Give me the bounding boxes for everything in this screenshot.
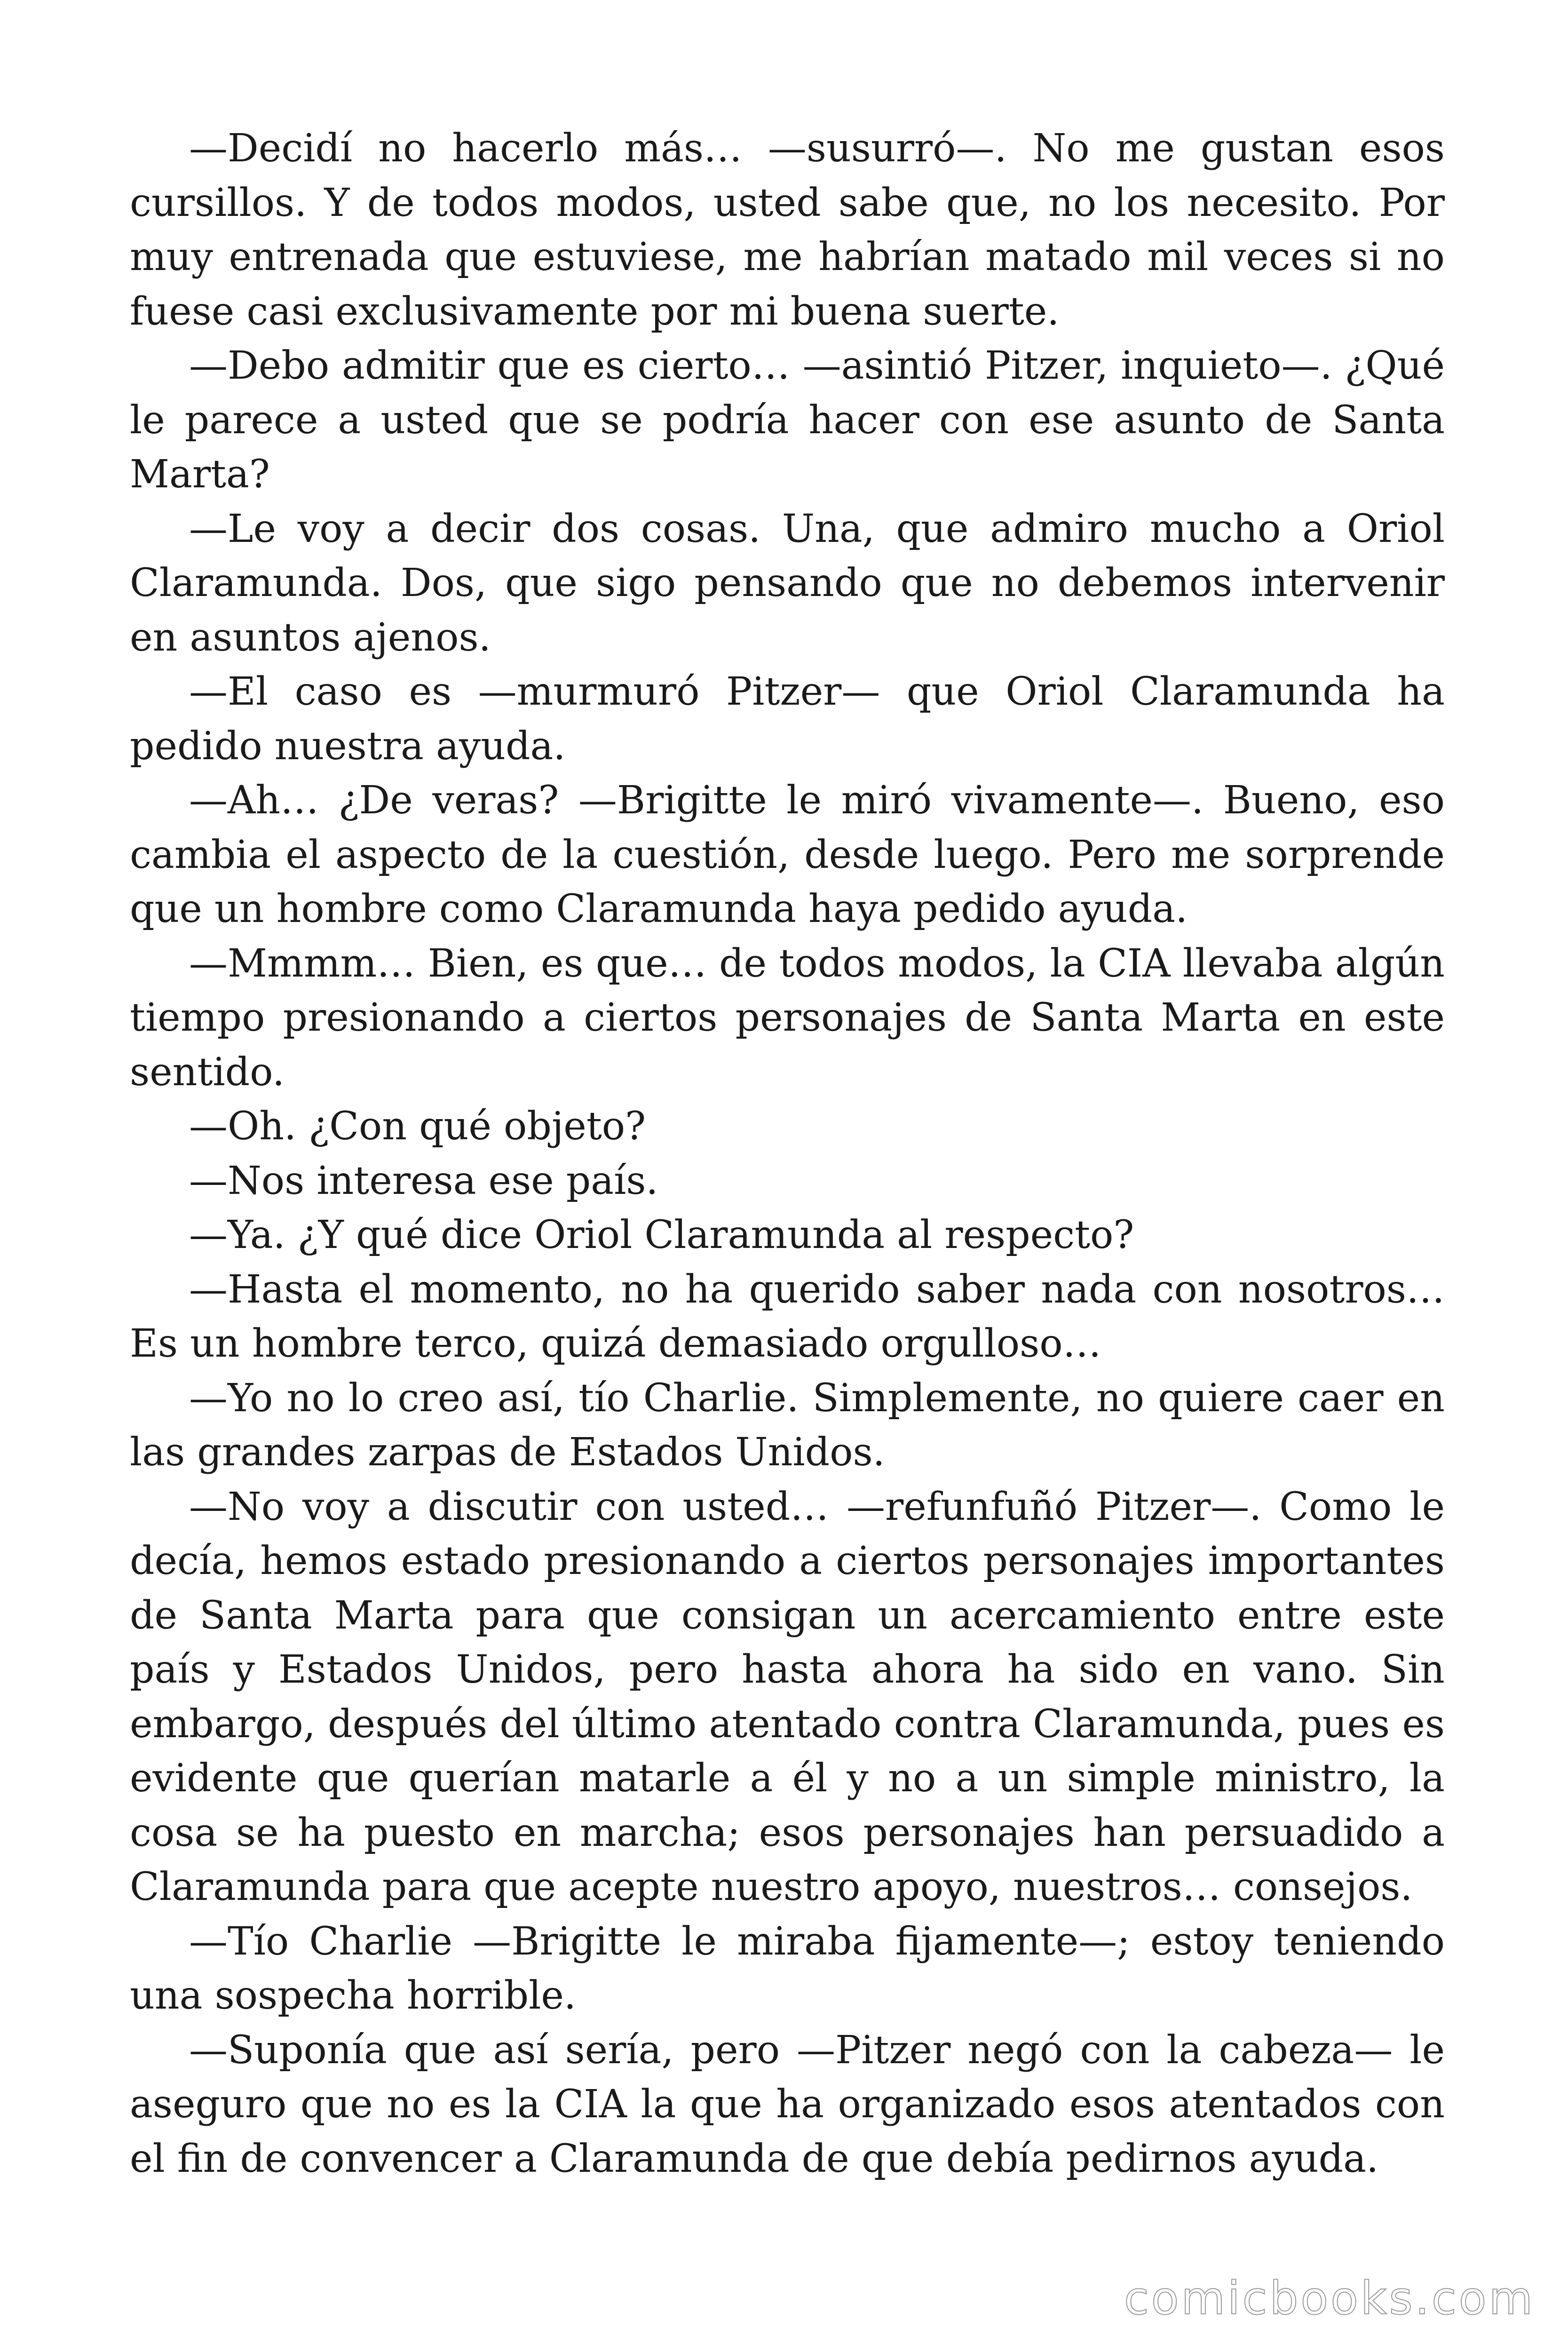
paragraph-11: —Yo no lo creo así, tío Charlie. Simplemente, no quiere caer en las grandes zarpas de Estados Unidos. [130,1375,1445,1475]
paragraph-9: —Ya. ¿Y qué dice Oriol Claramunda al respecto? [189,1213,1134,1257]
paragraph-3: —Le voy a decir dos cosas. Una, que admiro mucho a Oriol Claramunda. Dos, que sigo pensando que no debemos intervenir en asuntos ajenos. [130,506,1445,660]
paragraph-1: —Decidí no hacerlo más… —susurró—. No me gustan esos cursillos. Y de todos modos, usted sabe que, no los necesito. Por muy entrenada que estuviese, me habrían matado mil veces si no fuese casi exclusivamente por mi buena suerte. [130,126,1445,334]
paragraph-10: —Hasta el momento, no ha querido saber nada con nosotros… Es un hombre terco, quizá demasiado orgulloso… [130,1267,1445,1366]
watermark: comicbooks.com [1124,2272,1535,2325]
page-body [130,121,1445,2186]
paragraph-2: —Debo admitir que es cierto… —asintió Pitzer, inquieto—. ¿Qué le parece a usted que se podría hacer con ese asunto de Santa Marta? [130,343,1445,497]
paragraph-5: —Ah… ¿De veras? —Brigitte le miró vivamente—. Bueno, eso cambia el aspecto de la cuestión, desde luego. Pero me sorprende que un hombre como Claramunda haya pedido ayuda. [130,778,1445,931]
paragraph-7: —Oh. ¿Con qué objeto? [189,1104,646,1149]
paragraph-12: —No voy a discutir con usted… —refunfuñó Pitzer—. Como le decía, hemos estado presionando a ciertos personajes importantes de Santa Marta para que consigan un acercamiento entre este país y Estados Unidos, pero hasta ahora ha sido en vano. Sin embargo, después del último atentado contra Claramunda, pues es evidente que querían matarle a él y no a un simple ministro, la cosa se ha puesto en marcha; esos personajes han persuadido a Claramunda para que acepte nuestro apoyo, nuestros… consejos. [130,1484,1445,1909]
paragraph-13: —Tío Charlie —Brigitte le miraba fijamente—; estoy teniendo una sospecha horrible. [130,1919,1445,2018]
paragraph-14: —Suponía que así sería, pero —Pitzer negó con la cabeza— le aseguro que no es la CIA la que ha organizado esos atentados con el fin de convencer a Claramunda de que debía pedirnos ayuda. [130,2027,1445,2181]
paragraph-8: —Nos interesa ese país. [189,1158,658,1203]
paragraph-4: —El caso es —murmuró Pitzer— que Oriol Claramunda ha pedido nuestra ayuda. [130,669,1445,769]
paragraph-6: —Mmmm… Bien, es que… de todos modos, la CIA llevaba algún tiempo presionando a ciertos personajes de Santa Marta en este sentido. [130,941,1445,1095]
